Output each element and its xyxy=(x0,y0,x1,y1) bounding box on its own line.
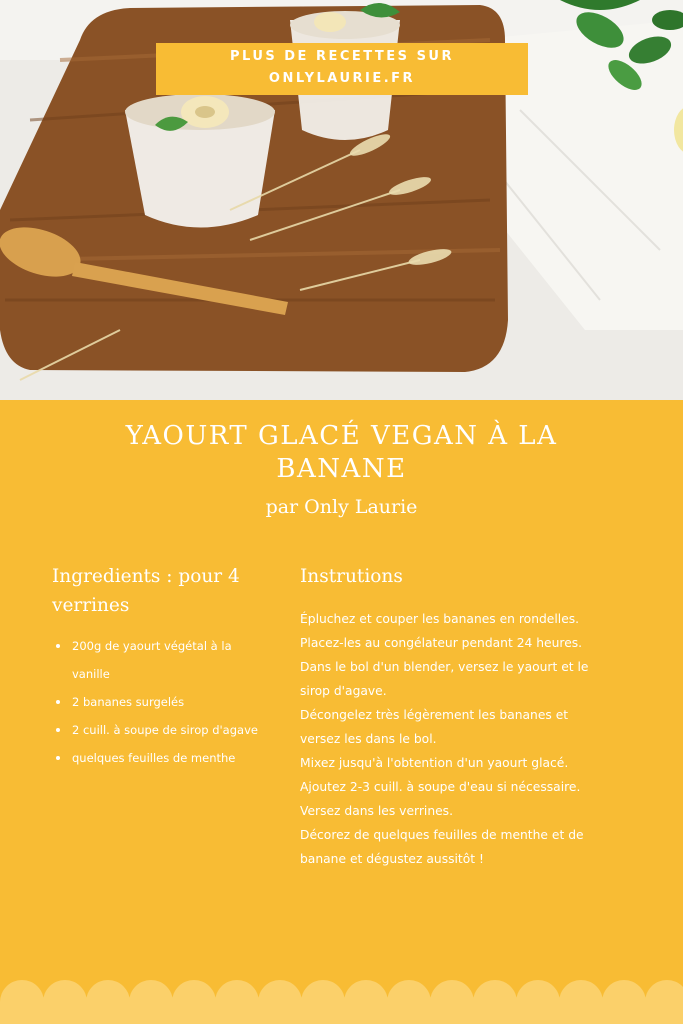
instruction-line: Décongelez très légèrement les bananes et xyxy=(300,708,569,722)
scallop-base xyxy=(0,1002,683,1024)
ingredient-text: quelques feuilles de menthe xyxy=(72,751,236,765)
instruction-line: sirop d'agave. xyxy=(300,684,387,698)
recipe-title-line2: BANANE xyxy=(276,454,407,484)
ingredient-item xyxy=(52,744,282,772)
instruction-line: Placez-les au congélateur pendant 24 heures. xyxy=(300,636,583,650)
ingredients-heading-line1: Ingredients : pour 4 xyxy=(52,566,240,587)
instruction-line: Versez dans les verrines. xyxy=(300,804,453,818)
instruction-line: Décorez de quelques feuilles de menthe et de xyxy=(300,828,584,842)
ingredient-item xyxy=(52,632,282,688)
recipe-title xyxy=(60,420,623,486)
promo-banner-line1: PLUS DE RECETTES SUR xyxy=(229,49,455,64)
ingredient-text: 200g de yaourt végétal à la xyxy=(72,639,232,653)
instruction-line: Ajoutez 2-3 cuill. à soupe d'eau si nécessaire. xyxy=(300,780,581,794)
ingredient-text-continued: vanille xyxy=(72,667,110,681)
promo-banner-line2: ONLYLAURIE.FR xyxy=(268,71,416,86)
ingredients-heading-line2: verrines xyxy=(52,595,130,616)
instruction-line: banane et dégustez aussitôt ! xyxy=(300,852,484,866)
ingredient-text: 2 bananes surgelés xyxy=(72,695,185,709)
ingredients-list xyxy=(52,632,282,772)
promo-banner[interactable] xyxy=(156,43,528,95)
ingredient-item xyxy=(52,716,282,744)
ingredient-item xyxy=(52,688,282,716)
instruction-line: Mixez jusqu'à l'obtention d'un yaourt glacé. xyxy=(300,756,569,770)
recipe-title-line1: YAOURT GLACÉ VEGAN À LA xyxy=(125,421,558,451)
instruction-line: Épluchez et couper les bananes en rondelles. xyxy=(300,612,580,626)
recipe-byline: par Only Laurie xyxy=(265,496,418,518)
ingredient-text: 2 cuill. à soupe de sirop d'agave xyxy=(72,723,258,737)
instruction-line: Dans le bol d'un blender, versez le yaourt et le xyxy=(300,660,589,674)
instruction-line: versez les dans le bol. xyxy=(300,732,437,746)
scalloped-border xyxy=(0,974,683,1024)
instructions-body xyxy=(300,607,630,871)
instructions-heading: Instrutions xyxy=(300,566,403,587)
ingredients-heading xyxy=(52,562,272,620)
